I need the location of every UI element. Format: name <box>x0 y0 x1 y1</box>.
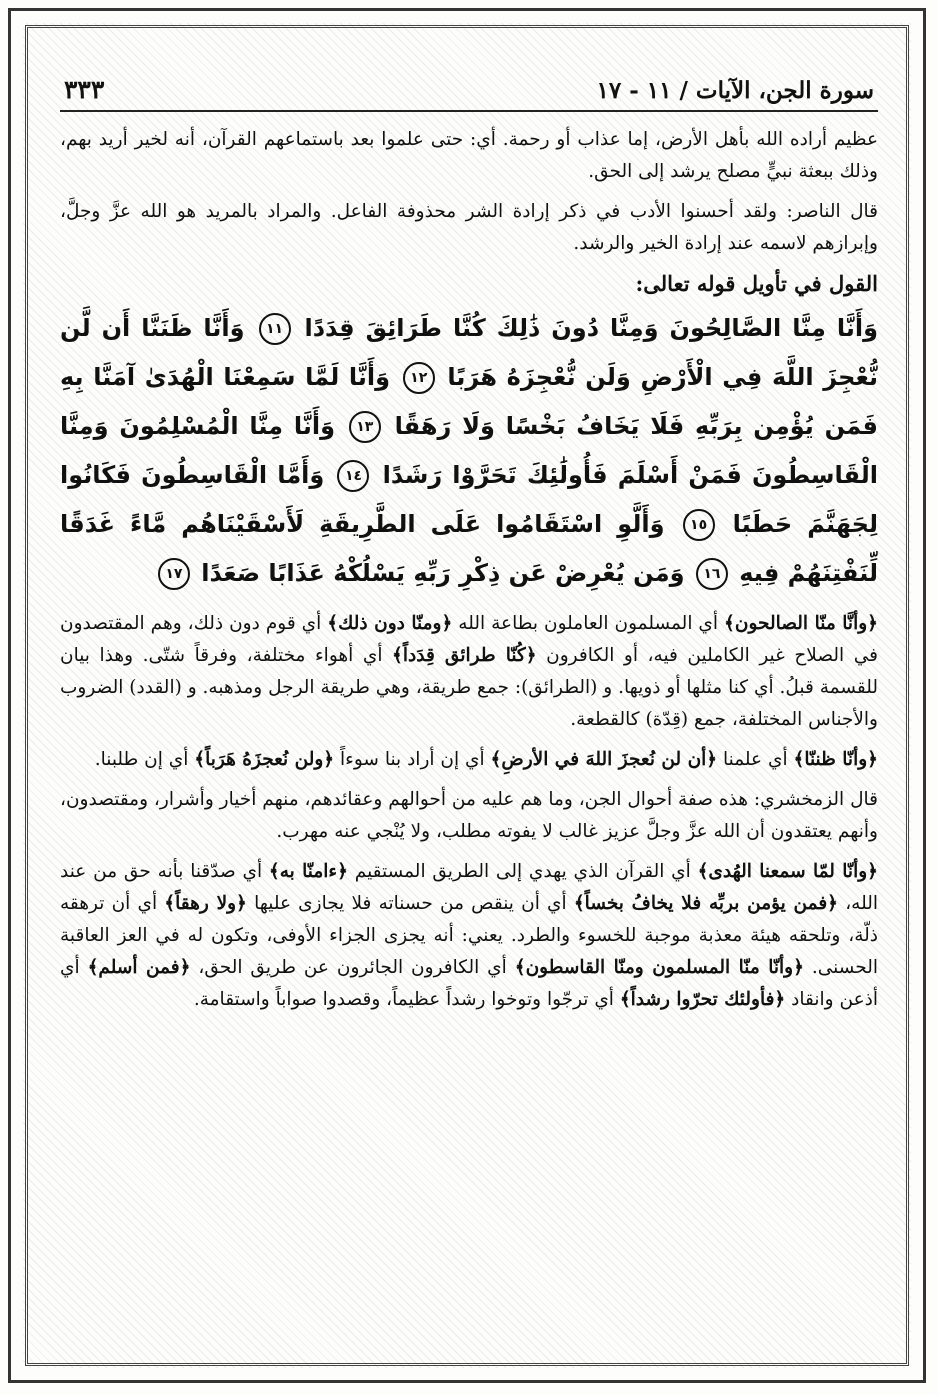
verse-number-15: ١٥ <box>683 509 715 541</box>
tafsir-paragraph-4 <box>60 856 878 1016</box>
quote: ﴿وأنّا لمّا سمعنا الهُدى﴾ <box>697 861 878 882</box>
commentary: أي أذعن وانقاد <box>60 957 878 1010</box>
quote: ﴿كُنّا طرائق قِدَداً﴾ <box>392 645 537 666</box>
page-header <box>60 60 878 112</box>
quote: ﴿ومنّا دون ذلك﴾ <box>327 613 453 634</box>
verse-16: وَأَلَّوِ اسْتَقَامُوا عَلَى الطَّرِيقَةِ لَأَسْقَيْنَاهُم مَّاءً غَدَقًا لِّنَفْتِنَهُمْ فِيهِ <box>60 510 878 587</box>
verse-13: وَأَنَّا لَمَّا سَمِعْنَا الْهُدَىٰ آمَنَّا بِهِ فَمَن يُؤْمِن بِرَبِّهِ فَلَا يَخَافُ بَخْسًا وَلَا رَهَقًا <box>60 363 878 440</box>
quote: ﴿وأنَّا منّا الصالحون﴾ <box>724 613 878 634</box>
quote: ﴿ءامنّا به﴾ <box>268 861 348 882</box>
quote: ﴿وأنّا منّا المسلمون ومنّا القاسطون﴾ <box>514 957 804 978</box>
section-heading: القول في تأويل قوله تعالى: <box>635 271 878 296</box>
page-body <box>60 112 878 1016</box>
commentary: أي صدّقنا بأنه حق من عند الله، <box>60 861 878 914</box>
verse-11: وَأَنَّا مِنَّا الصَّالِحُونَ وَمِنَّا دُونَ ذَٰلِكَ كُنَّا طَرَائِقَ قِدَدًا <box>304 314 879 342</box>
commentary: أي القرآن الذي يهدي إلى الطريق المستقيم <box>347 861 698 882</box>
verse-number-13: ١٣ <box>349 411 381 443</box>
verse-17: وَمَن يُعْرِضْ عَن ذِكْرِ رَبِّهِ يَسْلُكْهُ عَذَابًا صَعَدًا <box>201 559 685 587</box>
verse-number-14: ١٤ <box>337 460 369 492</box>
commentary: أي علمنا <box>717 749 794 770</box>
commentary: أي أهواء مختلفة، وفرقاً شتّى. وهذا بيان للقسمة قبلُ. أي كنا مثلها أو ذويها. و (الطرائق): جمع طريقة، وهي طريقة الرجل ومذهبه. و (القدد) الضروب والأجناس المختلفة، جمع (قِدّة) كالقطعة. <box>60 645 878 730</box>
quote: ﴿فمن أسلم﴾ <box>87 957 191 978</box>
verse-number-17: ١٧ <box>158 558 190 590</box>
book-page <box>60 60 878 1335</box>
tafsir-paragraph-1 <box>60 608 878 736</box>
verse-number-11: ١١ <box>259 313 291 345</box>
commentary: أي ترجّوا وتوخوا رشداً عظيماً، وقصدوا صواباً واستقامة. <box>193 989 620 1010</box>
commentary: أي الكافرون الجائرون عن طريق الحق، <box>190 957 515 978</box>
quote: ﴿فأولئك تحرّوا رشداً﴾ <box>619 989 786 1010</box>
intro-paragraph-2: قال الناصر: ولقد أحسنوا الأدب في ذكر إرادة الشر محذوفة الفاعل. والمراد بالمريد هو الله عزَّ وجلَّ، وإبرازهم لاسمه عند إرادة الخير والرشد. <box>60 201 878 254</box>
verse-12: وَأَنَّا ظَنَنَّا أَن لَّن نُّعْجِزَ اللَّهَ فِي الْأَرْضِ وَلَن نُّعْجِزَهُ هَرَبًا <box>60 314 879 391</box>
page-number: ٣٣٣ <box>64 75 105 104</box>
intro-paragraph-1: عظيم أراده الله بأهل الأرض، إما عذاب أو رحمة. أي: حتى علموا بعد باستماعهم القرآن، أنه لخير أريد بهم، وذلك ببعثة نبيٍّ مصلح يرشد إلى الحق. <box>60 129 878 182</box>
tafsir-paragraph-2 <box>60 744 878 776</box>
commentary: أي المسلمون العاملون بطاعة الله <box>452 613 725 634</box>
commentary: أي إن أراد بنا سوءاً <box>334 749 491 770</box>
commentary: أي إن طلبنا. <box>94 749 195 770</box>
quote: ﴿أن لن نُعجزَ اللهَ في الأرضِ﴾ <box>490 749 718 770</box>
quote: ﴿وأنّا ظننّا﴾ <box>793 749 878 770</box>
quote: ﴿فمن يؤمن بربِّه فلا يخافُ بخساً﴾ <box>573 893 839 914</box>
commentary: أي أن ترهقه ذلّة، وتلحقه هيئة معذبة موجبة للخسوء والطرد. يعني: أنه يجزى الجزاء الأوفى، وتكون له في العز العاقبة الحسنى. <box>60 893 878 978</box>
quran-verses <box>60 304 878 598</box>
quote: ﴿ولا رهقاً﴾ <box>164 893 247 914</box>
verse-number-12: ١٢ <box>403 362 435 394</box>
commentary: أي أن ينقص من حسناته فلا يجازى عليها <box>246 893 574 914</box>
running-title: سورة الجن، الآيات / ١١ - ١٧ <box>596 77 874 104</box>
quote: ﴿ولن نُعجزَهُ هَرَباً﴾ <box>194 749 335 770</box>
commentary: أي قوم دون ذلك، وهم المقتصدون في الصلاح غير الكاملين فيه، أو الكافرون <box>60 613 878 666</box>
verse-15: وَأَمَّا الْقَاسِطُونَ فَكَانُوا لِجَهَنَّمَ حَطَبًا <box>60 461 878 538</box>
tafsir-paragraph-3: قال الزمخشري: هذه صفة أحوال الجن، وما هم عليه من أحوالهم وعقائدهم، منهم أخيار وأشرار، ومقتصدون، وأنهم يعتقدون أن الله عزَّ وجلَّ عزيز غالب لا يفوته مطلب، ولا يُنْجي عنه مهرب. <box>60 789 878 842</box>
verse-14: وَأَنَّا مِنَّا الْمُسْلِمُونَ وَمِنَّا الْقَاسِطُونَ فَمَنْ أَسْلَمَ فَأُولَٰئِكَ تَحَرَّوْا رَشَدًا <box>60 412 878 489</box>
verse-number-16: ١٦ <box>696 558 728 590</box>
